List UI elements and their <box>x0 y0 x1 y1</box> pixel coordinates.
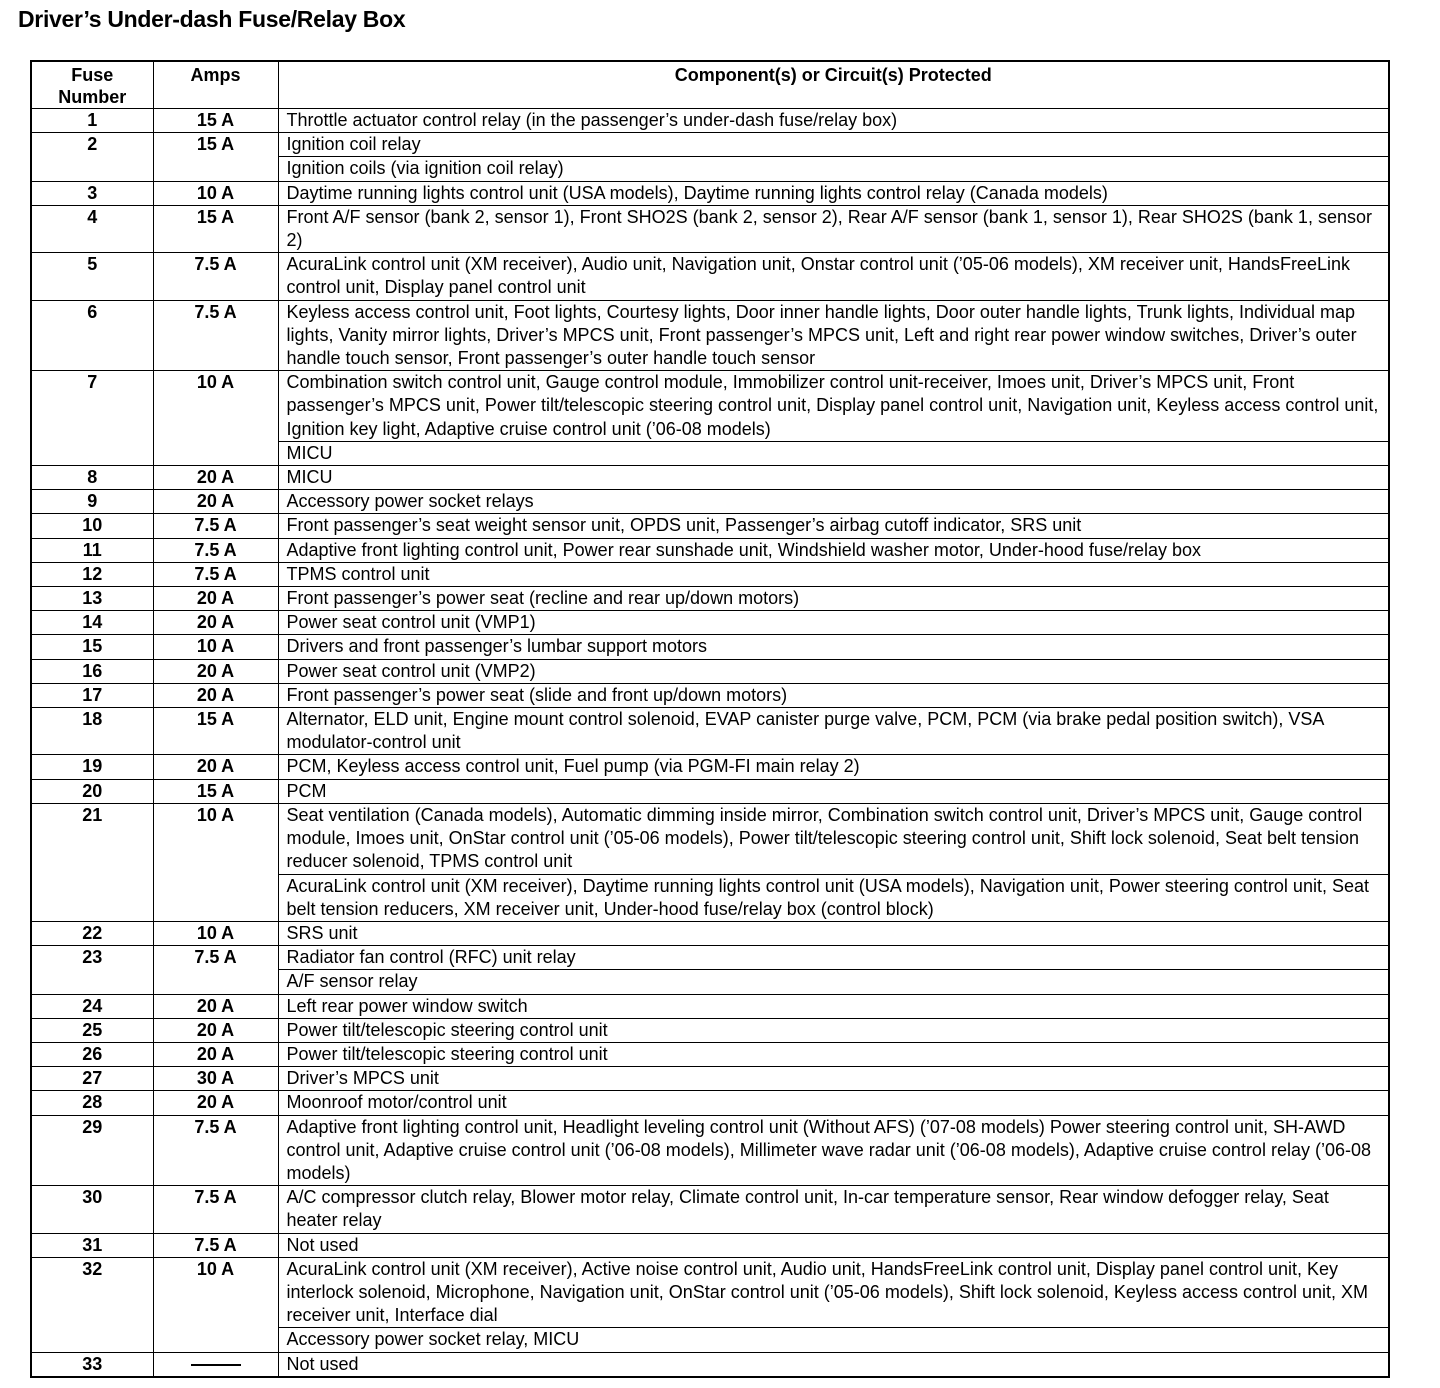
fuse-number-cell <box>31 970 153 994</box>
amps-cell: 20 A <box>153 466 278 490</box>
amps-cell: 7.5 A <box>153 1115 278 1186</box>
component-cell: MICU <box>278 466 1389 490</box>
fuse-number-cell <box>31 157 153 181</box>
component-cell: Seat ventilation (Canada models), Automatic dimming inside mirror, Combination switch control unit, Driver’s MPCS unit, Gauge control module, Imoes unit, OnStar control unit (’05-06 models), Power tilt/telescopic steering control unit, Shift lock solenoid, Seat belt tension reducer solenoid, TPMS control unit <box>278 803 1389 874</box>
fuse-number-cell: 28 <box>31 1091 153 1115</box>
fuse-number-cell: 8 <box>31 466 153 490</box>
amps-cell: 7.5 A <box>153 538 278 562</box>
fuse-number-cell: 19 <box>31 755 153 779</box>
table-row <box>31 514 1389 538</box>
fuse-number-cell: 33 <box>31 1352 153 1377</box>
component-cell: Drivers and front passenger’s lumbar support motors <box>278 635 1389 659</box>
table-row <box>31 1042 1389 1066</box>
component-cell: Driver’s MPCS unit <box>278 1067 1389 1091</box>
amps-cell: 30 A <box>153 1067 278 1091</box>
component-cell: Power tilt/telescopic steering control unit <box>278 1042 1389 1066</box>
table-row <box>31 538 1389 562</box>
table-row <box>31 133 1389 157</box>
fuse-number-cell <box>31 441 153 465</box>
amps-cell: 10 A <box>153 1257 278 1328</box>
component-cell: TPMS control unit <box>278 562 1389 586</box>
amps-cell: 7.5 A <box>153 300 278 371</box>
header-fuse-number: Fuse Number <box>31 61 153 109</box>
fuse-number-cell: 9 <box>31 490 153 514</box>
component-cell: MICU <box>278 441 1389 465</box>
component-cell: Not used <box>278 1233 1389 1257</box>
fuse-number-cell: 20 <box>31 779 153 803</box>
amps-cell <box>153 1352 278 1377</box>
component-cell: Left rear power window switch <box>278 994 1389 1018</box>
fuse-number-cell: 12 <box>31 562 153 586</box>
component-cell: Not used <box>278 1352 1389 1377</box>
table-row <box>31 994 1389 1018</box>
amps-cell: 15 A <box>153 779 278 803</box>
table-row <box>31 1067 1389 1091</box>
component-cell: Power tilt/telescopic steering control unit <box>278 1018 1389 1042</box>
table-row <box>31 708 1389 755</box>
fuse-number-cell: 14 <box>31 611 153 635</box>
amps-cell: 20 A <box>153 1018 278 1042</box>
table-row <box>31 205 1389 252</box>
table-row <box>31 611 1389 635</box>
amps-cell <box>153 157 278 181</box>
component-cell: A/F sensor relay <box>278 970 1389 994</box>
table-row <box>31 683 1389 707</box>
table-row <box>31 755 1389 779</box>
component-cell: Radiator fan control (RFC) unit relay <box>278 946 1389 970</box>
component-cell: PCM, Keyless access control unit, Fuel pump (via PGM-FI main relay 2) <box>278 755 1389 779</box>
component-cell: AcuraLink control unit (XM receiver), Audio unit, Navigation unit, Onstar control unit (’05-06 models), XM receiver unit, HandsFreeLink control unit, Display panel control unit <box>278 253 1389 300</box>
amps-cell: 10 A <box>153 803 278 874</box>
table-row <box>31 1257 1389 1328</box>
fuse-number-cell: 22 <box>31 921 153 945</box>
component-cell: Adaptive front lighting control unit, Headlight leveling control unit (Without AFS) (’07-08 models) Power steering control unit, SH-AWD control unit, Adaptive cruise control unit (’06-08 models), Millimeter wave radar unit (’06-08 models), Adaptive cruise control relay (’06-08 models) <box>278 1115 1389 1186</box>
fuse-number-cell: 1 <box>31 109 153 133</box>
table-row <box>31 779 1389 803</box>
amps-cell <box>153 970 278 994</box>
component-cell: Front A/F sensor (bank 2, sensor 1), Front SHO2S (bank 2, sensor 2), Rear A/F sensor (bank 1, sensor 1), Rear SHO2S (bank 1, sensor 2) <box>278 205 1389 252</box>
component-cell: AcuraLink control unit (XM receiver), Active noise control unit, Audio unit, HandsFreeLink control unit, Display panel control unit, Key interlock solenoid, Microphone, Navigation unit, OnStar control unit (’05-06 models), Shift lock solenoid, Keyless access control unit, XM receiver unit, Interface dial <box>278 1257 1389 1328</box>
amps-cell <box>153 874 278 921</box>
component-cell: Alternator, ELD unit, Engine mount control solenoid, EVAP canister purge valve, PCM, PCM (via brake pedal position switch), VSA modulator-control unit <box>278 708 1389 755</box>
component-cell: Accessory power socket relay, MICU <box>278 1328 1389 1352</box>
table-row-continuation <box>31 1328 1389 1352</box>
fuse-number-cell: 25 <box>31 1018 153 1042</box>
fuse-table-body <box>31 109 1389 1377</box>
component-cell: A/C compressor clutch relay, Blower motor relay, Climate control unit, In-car temperature sensor, Rear window defogger relay, Seat heater relay <box>278 1186 1389 1233</box>
amps-cell <box>153 441 278 465</box>
table-row <box>31 562 1389 586</box>
fuse-table <box>30 60 1390 1378</box>
amps-cell: 15 A <box>153 133 278 157</box>
component-cell: Power seat control unit (VMP1) <box>278 611 1389 635</box>
header-amps: Amps <box>153 61 278 109</box>
table-row-continuation <box>31 157 1389 181</box>
table-row <box>31 1186 1389 1233</box>
amps-cell: 7.5 A <box>153 946 278 970</box>
amps-cell: 15 A <box>153 109 278 133</box>
amps-cell: 15 A <box>153 708 278 755</box>
fuse-number-cell: 29 <box>31 1115 153 1186</box>
table-row-continuation <box>31 874 1389 921</box>
fuse-number-cell: 13 <box>31 587 153 611</box>
amps-cell: 20 A <box>153 611 278 635</box>
fuse-number-cell: 10 <box>31 514 153 538</box>
table-header-row <box>31 61 1389 109</box>
table-row <box>31 371 1389 442</box>
amps-cell: 7.5 A <box>153 1186 278 1233</box>
page-title: Driver’s Under-dash Fuse/Relay Box <box>18 6 406 32</box>
amps-cell: 20 A <box>153 587 278 611</box>
table-row <box>31 466 1389 490</box>
table-row <box>31 300 1389 371</box>
fuse-number-cell: 3 <box>31 181 153 205</box>
fuse-number-cell: 21 <box>31 803 153 874</box>
component-cell: Front passenger’s seat weight sensor unit, OPDS unit, Passenger’s airbag cutoff indicator, SRS unit <box>278 514 1389 538</box>
component-cell: Throttle actuator control relay (in the passenger’s under-dash fuse/relay box) <box>278 109 1389 133</box>
table-row <box>31 659 1389 683</box>
amps-cell: 20 A <box>153 683 278 707</box>
fuse-number-cell: 17 <box>31 683 153 707</box>
fuse-number-cell: 11 <box>31 538 153 562</box>
fuse-number-cell: 6 <box>31 300 153 371</box>
component-cell: Power seat control unit (VMP2) <box>278 659 1389 683</box>
amps-cell: 20 A <box>153 659 278 683</box>
amps-cell: 20 A <box>153 490 278 514</box>
header-components: Component(s) or Circuit(s) Protected <box>278 61 1389 109</box>
amps-cell: 20 A <box>153 755 278 779</box>
fuse-number-cell: 18 <box>31 708 153 755</box>
table-row <box>31 946 1389 970</box>
fuse-number-cell <box>31 874 153 921</box>
fuse-number-cell: 23 <box>31 946 153 970</box>
fuse-number-cell: 15 <box>31 635 153 659</box>
table-row-continuation <box>31 441 1389 465</box>
table-row <box>31 1018 1389 1042</box>
fuse-number-cell: 16 <box>31 659 153 683</box>
table-row <box>31 181 1389 205</box>
component-cell: Front passenger’s power seat (recline and rear up/down motors) <box>278 587 1389 611</box>
table-row <box>31 253 1389 300</box>
table-row <box>31 1091 1389 1115</box>
fuse-number-cell: 2 <box>31 133 153 157</box>
fuse-number-cell <box>31 1328 153 1352</box>
amps-cell: 7.5 A <box>153 514 278 538</box>
component-cell: SRS unit <box>278 921 1389 945</box>
amps-cell: 20 A <box>153 1042 278 1066</box>
component-cell: Keyless access control unit, Foot lights, Courtesy lights, Door inner handle lights, Door outer handle lights, Trunk lights, Individual map lights, Vanity mirror lights, Driver’s MPCS unit, Front passenger’s MPCS unit, Left and right rear power window switches, Driver’s outer handle touch sensor, Front passenger’s outer handle touch sensor <box>278 300 1389 371</box>
amps-cell: 10 A <box>153 635 278 659</box>
amps-cell: 10 A <box>153 921 278 945</box>
amps-cell: 15 A <box>153 205 278 252</box>
table-row <box>31 1233 1389 1257</box>
component-cell: Daytime running lights control unit (USA models), Daytime running lights control relay (Canada models) <box>278 181 1389 205</box>
table-row <box>31 803 1389 874</box>
fuse-number-cell: 24 <box>31 994 153 1018</box>
fuse-number-cell: 32 <box>31 1257 153 1328</box>
table-row <box>31 635 1389 659</box>
component-cell: Accessory power socket relays <box>278 490 1389 514</box>
fuse-number-cell: 30 <box>31 1186 153 1233</box>
amps-cell: 7.5 A <box>153 562 278 586</box>
component-cell: Ignition coil relay <box>278 133 1389 157</box>
fuse-number-cell: 31 <box>31 1233 153 1257</box>
fuse-number-cell: 5 <box>31 253 153 300</box>
component-cell: Moonroof motor/control unit <box>278 1091 1389 1115</box>
table-row <box>31 587 1389 611</box>
fuse-number-cell: 4 <box>31 205 153 252</box>
component-cell: AcuraLink control unit (XM receiver), Daytime running lights control unit (USA models), Navigation unit, Power steering control unit, Seat belt tension reducers, XM receiver unit, Under-hood fuse/relay box (control block) <box>278 874 1389 921</box>
table-row <box>31 1115 1389 1186</box>
amps-cell: 7.5 A <box>153 1233 278 1257</box>
table-row-continuation <box>31 970 1389 994</box>
amps-cell: 7.5 A <box>153 253 278 300</box>
component-cell: Combination switch control unit, Gauge control module, Immobilizer control unit-receiver, Imoes unit, Driver’s MPCS unit, Front passenger’s MPCS unit, Power tilt/telescopic steering control unit, Display panel control unit, Navigation unit, Keyless access control unit, Ignition key light, Adaptive cruise control unit (’06-08 models) <box>278 371 1389 442</box>
table-row <box>31 109 1389 133</box>
component-cell: PCM <box>278 779 1389 803</box>
fuse-number-cell: 7 <box>31 371 153 442</box>
table-row <box>31 921 1389 945</box>
table-row <box>31 490 1389 514</box>
fuse-number-cell: 27 <box>31 1067 153 1091</box>
amps-cell: 20 A <box>153 994 278 1018</box>
table-row <box>31 1352 1389 1377</box>
component-cell: Front passenger’s power seat (slide and front up/down motors) <box>278 683 1389 707</box>
amps-cell: 10 A <box>153 371 278 442</box>
amps-cell: 10 A <box>153 181 278 205</box>
amps-cell <box>153 1328 278 1352</box>
amps-cell: 20 A <box>153 1091 278 1115</box>
not-rated-dash <box>191 1364 241 1366</box>
component-cell: Ignition coils (via ignition coil relay) <box>278 157 1389 181</box>
fuse-number-cell: 26 <box>31 1042 153 1066</box>
component-cell: Adaptive front lighting control unit, Power rear sunshade unit, Windshield washer motor, Under-hood fuse/relay box <box>278 538 1389 562</box>
